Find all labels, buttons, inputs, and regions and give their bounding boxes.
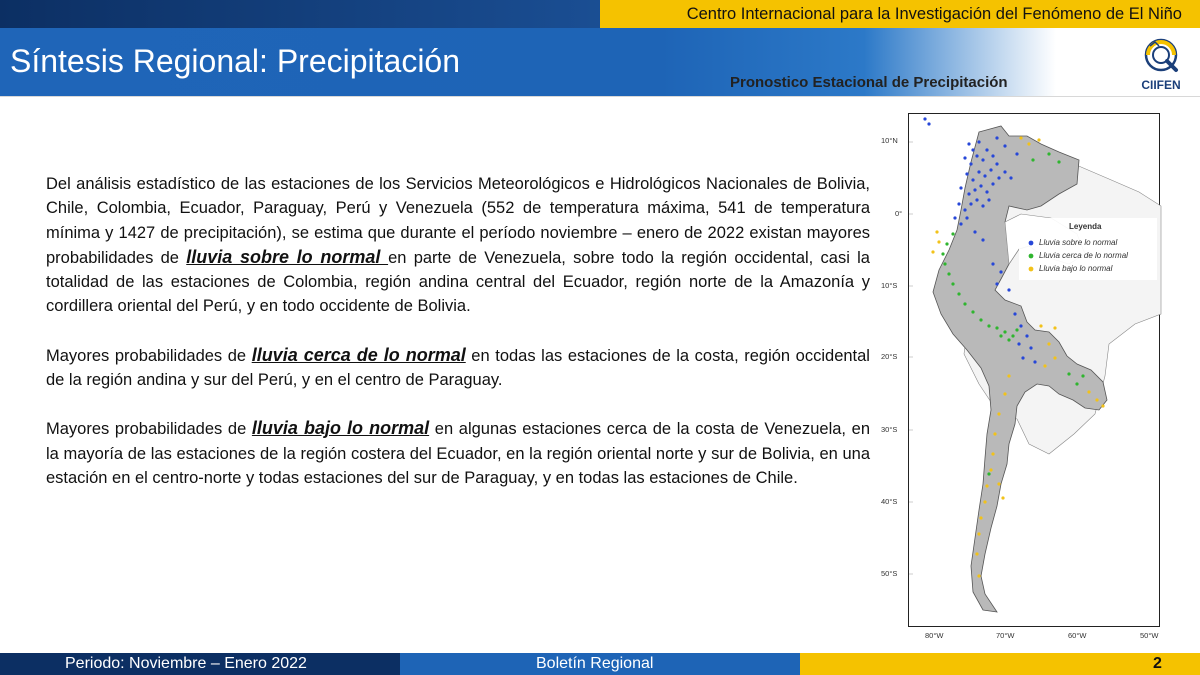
lat-label-10s: 10°S	[881, 281, 898, 290]
footer-segment-yellow	[800, 653, 1200, 675]
lat-label-40s: 40°S	[881, 497, 898, 506]
p3-text-after: en algunas estaciones cerca de la costa de Venezuela, en la mayoría de las estaciones de la región costera del Ecuador, en la región oriental norte y sur de Bolivia, en una estación en el centro-norte y todas estaciones del sur de Paraguay, y en todas las estaciones de Chile.	[46, 420, 870, 487]
legend-item-above-normal: Lluvia sobre lo normal	[1039, 238, 1118, 247]
paragraph-below-normal	[46, 416, 870, 490]
lon-label-60w: 60°W	[1068, 631, 1087, 640]
page-number: 2	[1153, 655, 1162, 672]
map-ticks	[909, 142, 913, 574]
legend-title: Leyenda	[1069, 222, 1102, 231]
p2-text-before: Mayores probabilidades de	[46, 346, 252, 365]
ciifen-logo	[1128, 34, 1194, 92]
top-strip	[0, 0, 1200, 28]
lon-label-70w: 70°W	[996, 631, 1015, 640]
legend-item-below-normal: Lluvia bajo lo normal	[1039, 264, 1113, 273]
p1-text-after: en parte de Venezuela, sobre todo la región occidental, casi la totalidad de las estaciones de Colombia, región andina central del Ecuador, región norte de la Amazonía y cordillera oriental del Perú, y en todo occidente de Bolivia.	[46, 248, 870, 316]
organization-name: Centro Internacional para la Investigación del Fenómeno de El Niño	[686, 5, 1182, 23]
logo-text: CIIFEN	[1141, 78, 1181, 92]
page-title: Síntesis Regional: Precipitación	[10, 43, 461, 79]
footer-period: Periodo: Noviembre – Enero 2022	[65, 655, 307, 672]
p1-text-before: Del análisis estadístico de las estaciones de los Servicios Meteorológicos e Hidrológicos Nacionales de Bolivia, Chile, Colombia, Ecuador, Paraguay, Perú y Venezuela (552 de temperatura máxima, 541 de temperatura mínima y 1427 de precipitación), se estima que durante el período noviembre – enero de 2022 existan mayores probabilidades de	[46, 175, 870, 267]
lat-label-0: 0°	[895, 209, 903, 218]
p3-text-before: Mayores probabilidades de	[46, 420, 252, 439]
lat-label-10n: 10°N	[881, 136, 898, 145]
lon-label-50w: 50°W	[1140, 631, 1159, 640]
south-america-map	[909, 114, 1161, 628]
forecast-map	[881, 113, 1160, 627]
top-strip-blue	[0, 0, 600, 28]
p2-text-after: en todas las estaciones de la costa, región occidental de la región andina y sur del Perú, y en el centro de Paraguay.	[46, 346, 870, 390]
paragraph-above-normal	[46, 172, 870, 319]
highlight-above-normal: lluvia sobre lo normal	[186, 246, 389, 267]
body-text	[46, 172, 870, 514]
lon-label-80w: 80°W	[925, 631, 944, 640]
header-rule	[0, 96, 1200, 97]
footer-bulletin: Boletín Regional	[536, 655, 654, 672]
lat-label-50s: 50°S	[881, 569, 898, 578]
lat-label-20s: 20°S	[881, 352, 898, 361]
highlight-near-normal: lluvia cerca de lo normal	[251, 344, 466, 365]
legend-item-near-normal: Lluvia cerca de lo normal	[1039, 251, 1128, 260]
paragraph-near-normal	[46, 343, 870, 393]
highlight-below-normal: lluvia bajo lo normal	[251, 418, 430, 439]
footer	[0, 653, 1200, 675]
globe-logo-icon	[1128, 34, 1194, 80]
lat-label-30s: 30°S	[881, 425, 898, 434]
map-heading: Pronostico Estacional de Precipitación	[730, 74, 1008, 91]
